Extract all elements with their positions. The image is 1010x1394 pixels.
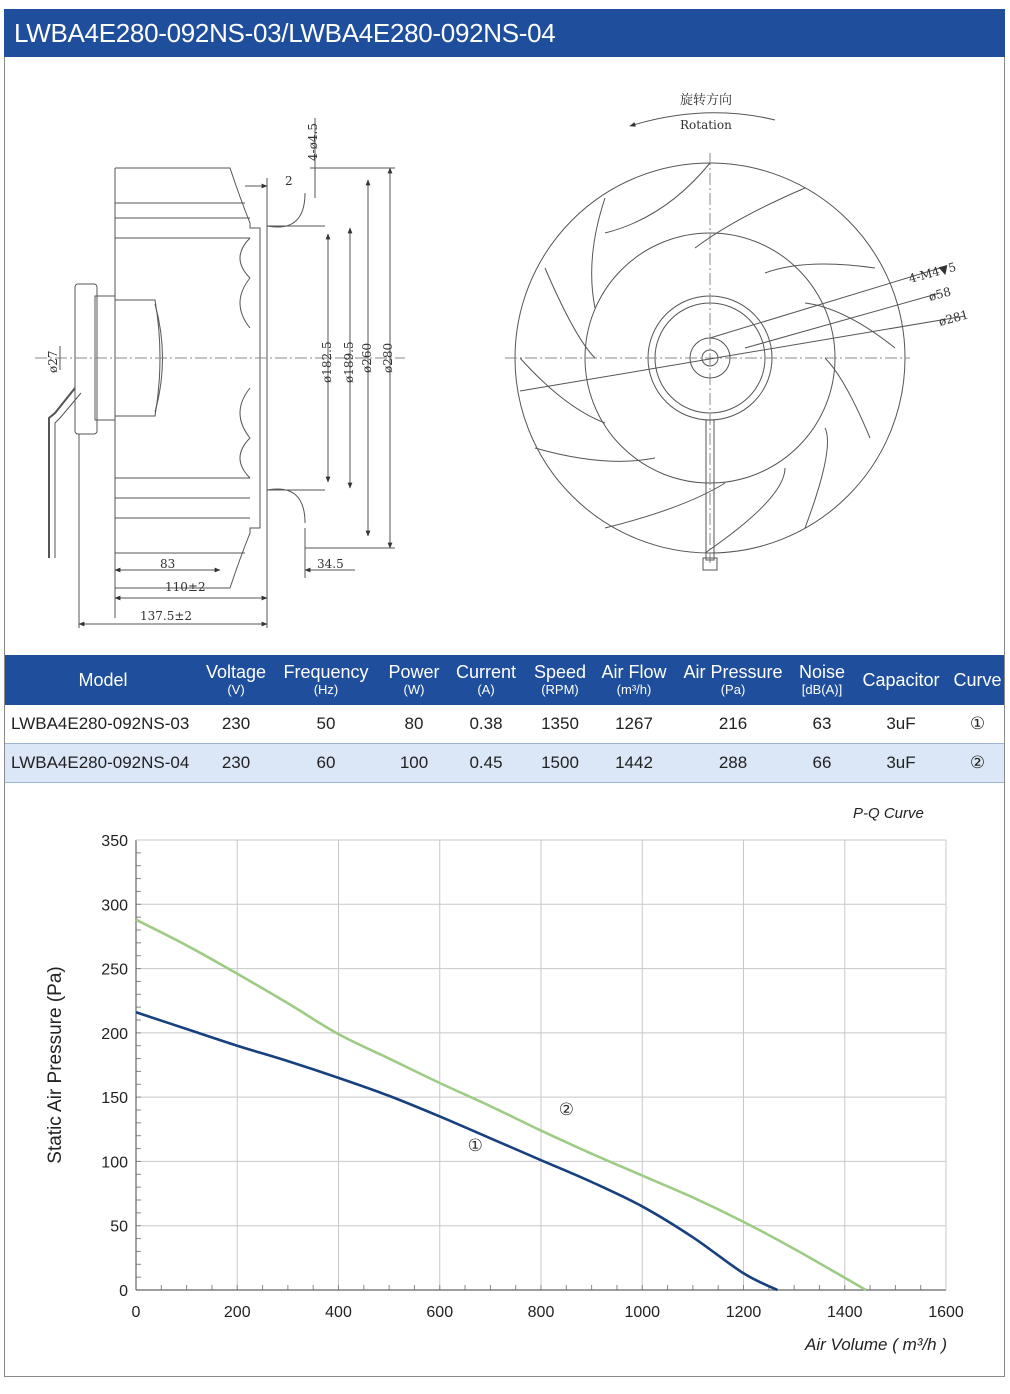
y-tick-label: 50 [110,1218,128,1236]
col-header-model: Model [5,655,201,705]
cell-voltage: 230 [201,744,271,783]
dim-w110: 110±2 [165,580,206,594]
pq-curve-chart [5,790,1004,1376]
cell-speed: 1500 [525,744,595,783]
x-tick-label: 1600 [928,1304,964,1321]
y-tick-label: 350 [101,833,128,850]
chart-series [136,920,866,1290]
dim-d281: ø281 [937,307,970,329]
y-tick-label: 300 [101,897,128,915]
dim-d182: ø182.5 [320,341,334,383]
table-row [5,744,1004,783]
rotation-label-en: Rotation [680,118,732,132]
dim-d280: ø280 [381,342,395,373]
x-tick-label: 200 [223,1304,251,1321]
col-header-frequency: Frequency (Hz) [271,655,381,705]
spec-table [5,655,1004,783]
dim-d58: ø58 [927,284,953,304]
y-tick-label: 200 [101,1025,128,1043]
series-line-1 [136,1012,777,1290]
chart-title: P-Q Curve [853,805,924,822]
col-header-noise: Noise [dB(A)] [793,655,851,705]
cell-speed: 1350 [525,705,595,744]
cell-airflow: 1267 [595,705,673,744]
page-title: LWBA4E280-092NS-03/LWBA4E280-092NS-04 [4,9,1005,57]
cell-airflow: 1442 [595,744,673,783]
cell-noise: 66 [793,744,851,783]
dim-w83: 83 [160,557,176,571]
impeller-side [115,168,260,588]
col-header-capacitor: Capacitor [851,655,951,705]
col-header-voltage: Voltage (V) [201,655,271,705]
x-tick-label: 1000 [624,1304,661,1321]
dim-gap: 2 [285,174,293,188]
table-row [5,705,1004,744]
rotation-label-cn: 旋转方向 [680,93,733,108]
cell-capacitor: 3uF [851,705,951,744]
col-header-airpressure: Air Pressure (Pa) [673,655,793,705]
dim-m4: 4-M4▼5 [907,259,958,286]
y-tick-label: 150 [101,1090,128,1108]
motor-flange [75,284,97,434]
cell-airpressure: 288 [673,744,793,783]
series-line-2 [136,920,866,1290]
cell-current: 0.45 [447,744,525,783]
col-header-curve: Curve [951,655,1004,705]
cell-model: LWBA4E280-092NS-04 [5,744,201,783]
y-tick-label: 0 [119,1283,128,1300]
cell-curve: ② [951,744,1004,783]
cell-capacitor: 3uF [851,744,951,783]
col-header-power: Power (W) [381,655,447,705]
y-axis-label: Static Air Pressure (Pa) [45,966,66,1164]
curve-label-1: ① [467,1136,483,1156]
dim-holes: 4-ø4.5 [306,123,320,161]
dim-w137: 137.5±2 [140,609,193,623]
curve-label-2: ② [558,1100,574,1120]
x-axis-label: Air Volume ( m³/h ) [805,1335,948,1354]
col-header-speed: Speed (RPM) [525,655,595,705]
dim-d27: ø27 [46,350,60,373]
table-header-row [5,655,1004,705]
chart-grid [101,833,964,1321]
cell-frequency: 60 [271,744,381,783]
chart-labels [468,1100,574,1155]
dimension-drawing [5,58,1004,654]
cell-voltage: 230 [201,705,271,744]
y-tick-label: 100 [101,1154,128,1172]
cell-current: 0.38 [447,705,525,744]
cell-power: 80 [381,705,447,744]
x-tick-label: 400 [325,1304,352,1321]
cell-power: 100 [381,744,447,783]
cell-curve: ① [951,705,1004,744]
x-tick-label: 600 [426,1304,454,1321]
y-tick-label: 250 [101,961,128,979]
cell-frequency: 50 [271,705,381,744]
col-header-airflow: Air Flow (m³/h) [595,655,673,705]
cell-airpressure: 216 [673,705,793,744]
cell-model: LWBA4E280-092NS-03 [5,705,201,744]
x-tick-label: 0 [131,1304,141,1321]
cell-noise: 63 [793,705,851,744]
col-header-current: Current (A) [447,655,525,705]
dim-w345: 34.5 [317,557,344,571]
x-tick-label: 800 [527,1304,555,1321]
dim-d260: ø260 [360,342,374,373]
x-tick-label: 1400 [826,1304,863,1321]
dim-d189: ø189.5 [342,341,356,383]
x-tick-label: 1200 [725,1304,762,1321]
